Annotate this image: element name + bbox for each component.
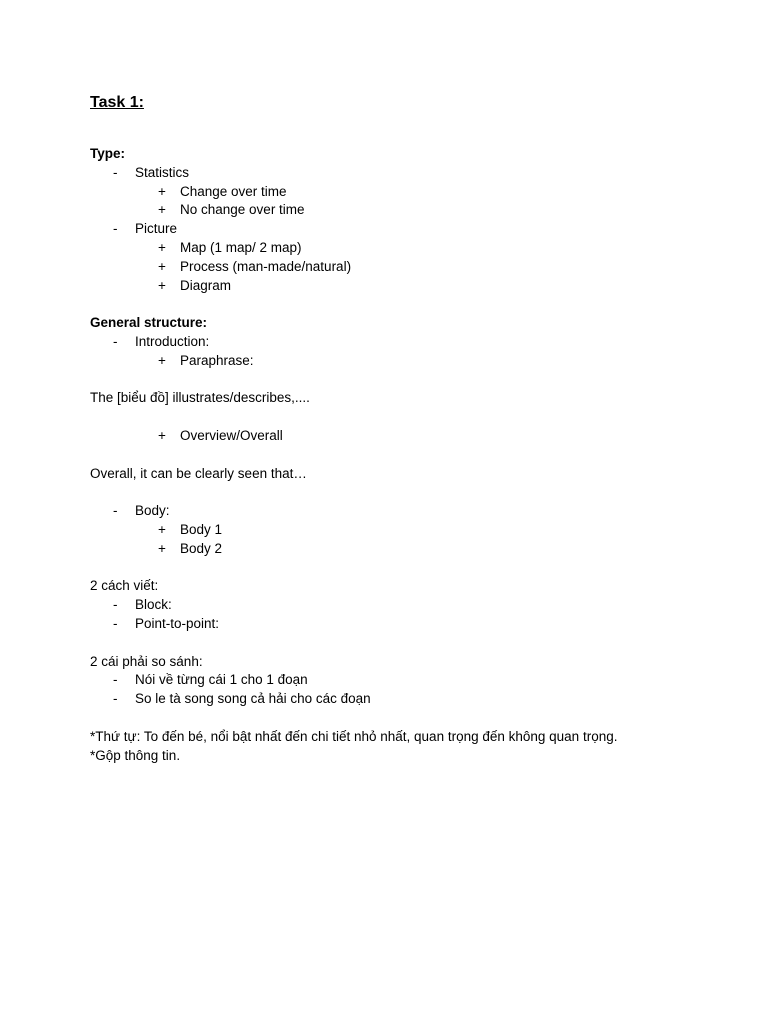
sub-list-item-label: Overview/Overall <box>180 427 283 443</box>
sub-list-item-label: Diagram <box>180 277 232 293</box>
list-item <box>90 164 730 183</box>
sub-list-item-label: Process (man-made/natural) <box>180 258 352 274</box>
list-item <box>90 615 730 634</box>
plus-bullet: + <box>158 521 166 537</box>
sub-list-item-label: Paraphrase: <box>180 352 254 368</box>
paraphrase-example: The [biểu đồ] illustrates/describes,.... <box>90 390 310 406</box>
plus-bullet: + <box>158 258 166 274</box>
spacer <box>90 709 730 728</box>
plus-bullet: + <box>158 352 166 368</box>
list-item-label: Statistics <box>135 164 190 180</box>
sub-list-item <box>90 277 730 296</box>
spacer <box>90 408 730 427</box>
sub-list-item <box>90 521 730 540</box>
plus-bullet: + <box>158 277 166 293</box>
dash-bullet: - <box>113 503 118 519</box>
plus-bullet: + <box>158 239 166 255</box>
type-heading: Type: <box>90 146 126 161</box>
note-line: *Gộp thông tin. <box>90 747 181 763</box>
sub-list-item <box>90 540 730 559</box>
dash-bullet: - <box>113 691 118 707</box>
list-item-label: Picture <box>135 221 178 237</box>
plus-bullet: + <box>158 202 166 218</box>
dash-bullet: - <box>113 333 118 349</box>
list-item <box>90 220 730 239</box>
overview-example: Overall, it can be clearly seen that… <box>90 465 307 481</box>
spacer <box>90 446 730 465</box>
sub-list-item <box>90 239 730 258</box>
list-item-label: Point-to-point: <box>135 615 220 631</box>
dash-bullet: - <box>113 597 118 613</box>
dash-bullet: - <box>113 164 118 180</box>
dash-bullet: - <box>113 615 118 631</box>
list-item <box>90 333 730 352</box>
structure-heading: General structure: <box>90 315 208 331</box>
list-item <box>90 502 730 521</box>
sub-list-item <box>90 427 730 446</box>
list-item-label: So le tà song song cả hải cho các đoạn <box>135 691 371 707</box>
spacer <box>90 483 730 502</box>
sub-list-item-label: No change over time <box>180 202 305 218</box>
sub-list-item <box>90 201 730 220</box>
list-item-label: Nói về từng cái 1 cho 1 đoạn <box>135 672 308 688</box>
sub-list-item-label: Map (1 map/ 2 map) <box>180 239 302 255</box>
list-item <box>90 671 730 690</box>
plus-bullet: + <box>158 427 166 443</box>
sub-list-item-label: Body 2 <box>180 540 223 556</box>
sub-list-item <box>90 352 730 371</box>
writing-styles-heading: 2 cách viết: <box>90 578 159 594</box>
document-title: Task 1: <box>90 94 144 111</box>
list-item-label: Introduction: <box>135 333 210 349</box>
list-item-label: Block: <box>135 597 172 613</box>
dash-bullet: - <box>113 672 118 688</box>
sub-list-item <box>90 258 730 277</box>
spacer <box>90 371 730 390</box>
list-item <box>90 690 730 709</box>
sub-list-item-label: Change over time <box>180 183 287 199</box>
sub-list-item <box>90 183 730 202</box>
plus-bullet: + <box>158 540 166 556</box>
dash-bullet: - <box>113 221 118 237</box>
note-line: *Thứ tự: To đến bé, nổi bật nhất đến chi tiết nhỏ nhất, quan trọng đến không quan trọng. <box>90 728 618 744</box>
spacer <box>90 559 730 578</box>
sub-list-item-label: Body 1 <box>180 521 223 537</box>
plus-bullet: + <box>158 183 166 199</box>
spacer <box>90 295 730 314</box>
list-item <box>90 596 730 615</box>
document-page <box>90 92 730 765</box>
comparison-heading: 2 cái phải so sánh: <box>90 653 203 669</box>
spacer <box>90 634 730 653</box>
list-item-label: Body: <box>135 503 170 519</box>
